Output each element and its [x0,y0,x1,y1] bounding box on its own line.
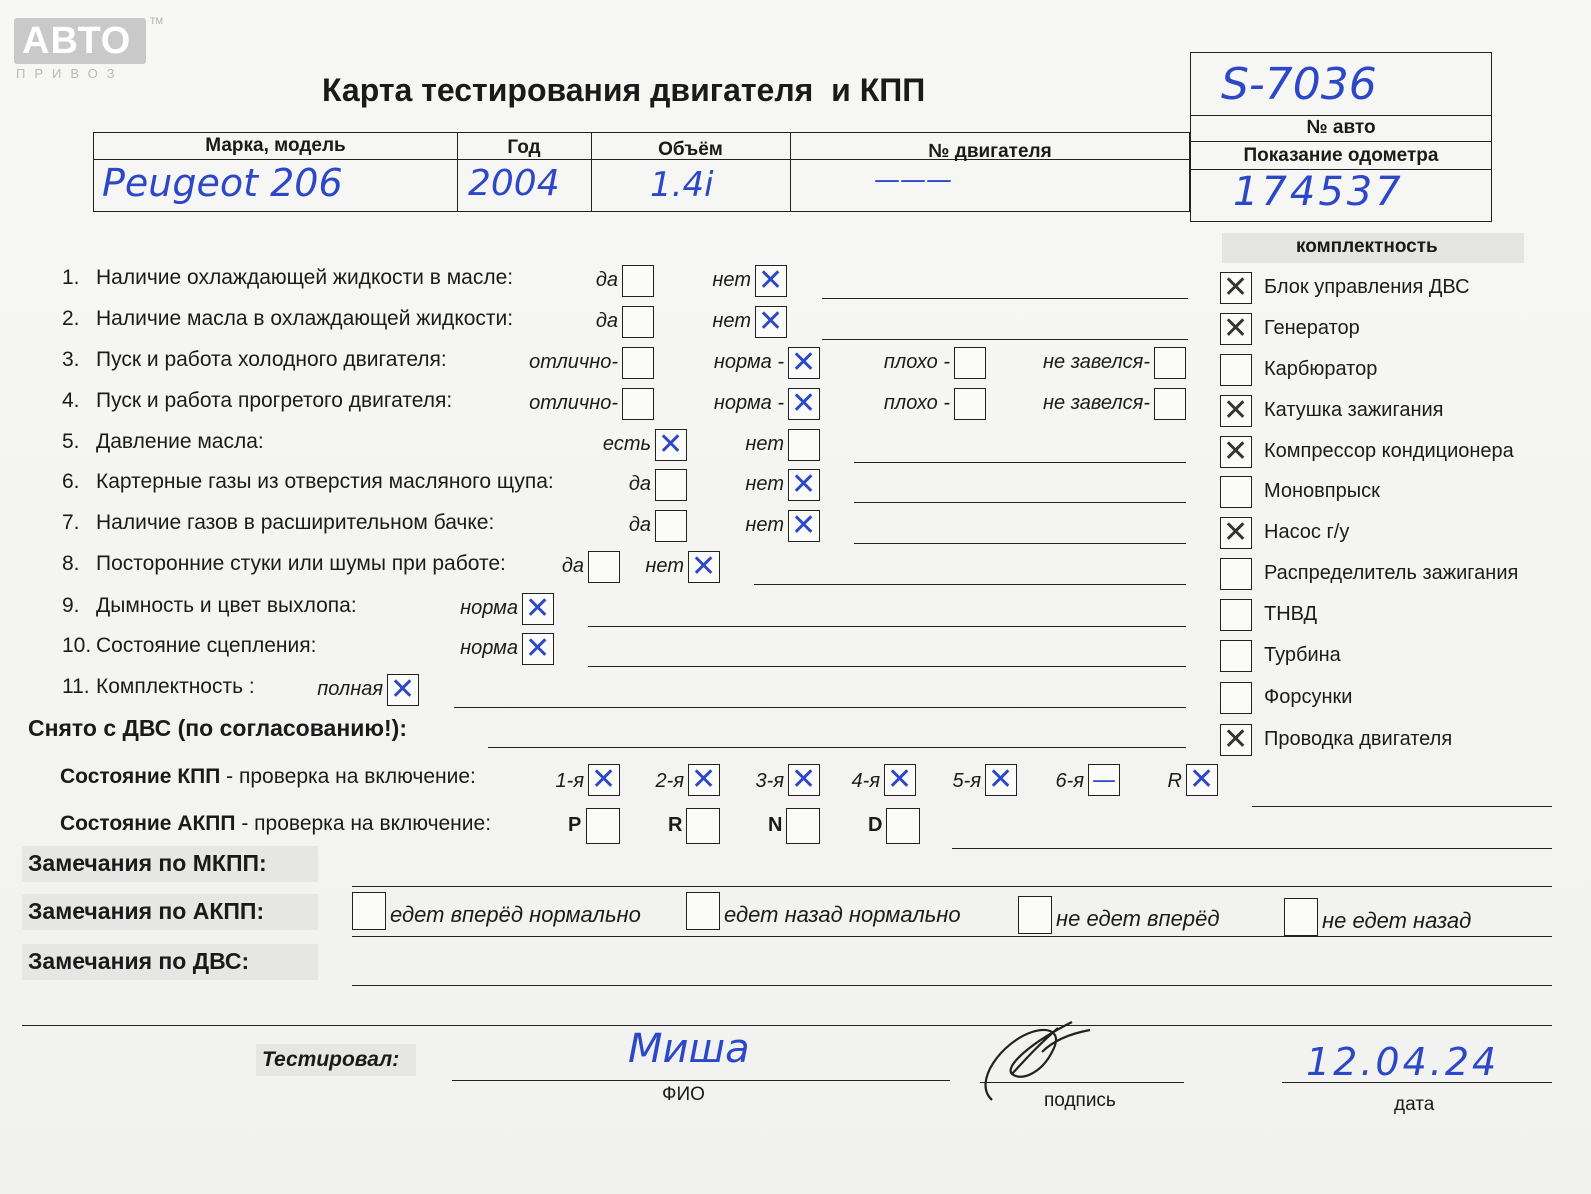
question-number: 8. [62,552,80,575]
vehicle-info-table [93,132,1190,212]
option-label: норма - [713,351,784,373]
option-checkbox[interactable] [1154,388,1186,420]
logo-tm: TM [150,16,163,26]
option-checkbox[interactable] [755,306,787,338]
completeness-checkbox[interactable] [1220,354,1252,386]
fio-line [452,1080,950,1081]
akpp-mode-checkbox[interactable] [686,808,720,844]
gear-checkbox[interactable] [688,764,720,796]
option-label: не завелся- [1043,392,1150,414]
akpp-mode-checkbox[interactable] [886,808,920,844]
completeness-item-label: Насос г/у [1264,521,1350,543]
completeness-item-label: Распределитель зажигания [1264,562,1519,584]
question-number: 4. [62,389,80,412]
odometer-label: Показание одометра [1243,145,1439,166]
gear-checkbox[interactable] [1088,764,1120,796]
signature-label: подпись [1044,1090,1116,1111]
value-volume: 1.4i [650,165,714,205]
completeness-item-label: Форсунки [1264,686,1353,708]
col-header-volume: Объём [658,139,723,160]
option-label: отлично- [529,351,618,373]
answer-line [588,626,1186,627]
question-text: Картерные газы из отверстия масляного щупа: [96,470,554,493]
question-number: 9. [62,594,80,617]
question-text: Дымность и цвет выхлопа: [96,594,357,617]
completeness-item-label: Катушка зажигания [1264,399,1444,421]
question-text: Наличие газов в расширительном бачке: [96,511,495,534]
answer-line [854,543,1186,544]
option-label: есть [602,433,651,455]
tester-name: Миша [628,1026,750,1072]
akpp-mode-checkbox[interactable] [786,808,820,844]
option-checkbox[interactable] [788,510,820,542]
completeness-item-label: Генератор [1264,317,1360,339]
auto-number-value: S-7036 [1221,59,1377,110]
option-label: да [628,514,651,536]
kpp-label-bold: Состояние КПП [60,765,221,788]
tested-label: Тестировал: [262,1048,400,1071]
akpp-remark-label: не едет вперёд [1056,906,1220,931]
question-number: 2. [62,307,80,330]
completeness-checkbox[interactable] [1220,476,1252,508]
logo-brand: АВТО [22,20,132,62]
auto-number-box [1190,52,1492,222]
answer-line [588,666,1186,667]
answer-line [822,339,1188,340]
page-title: Карта тестирования двигателя и КПП [322,72,926,108]
answer-line [822,298,1188,299]
akpp-remark-checkbox[interactable] [1284,898,1318,936]
akpp-remark-checkbox[interactable] [352,892,386,930]
option-label: да [561,555,584,577]
option-label: плохо - [883,392,950,414]
remarks-dvs-label: Замечания по ДВС: [28,948,250,974]
completeness-checkbox[interactable] [1220,395,1252,427]
completeness-item-label: Турбина [1264,644,1341,666]
akpp-remark-checkbox[interactable] [1018,896,1052,934]
completeness-checkbox[interactable] [1220,313,1252,345]
option-checkbox[interactable] [755,265,787,297]
value-make-model: Peugeot 206 [102,161,343,205]
option-checkbox[interactable] [522,593,554,625]
kpp-line [1252,806,1552,807]
remarks-dvs-line [352,985,1552,986]
question-text: Наличие масла в охлаждающей жидкости: [96,307,514,330]
removed-label: Снято с ДВС (по согласованию!): [28,715,407,741]
option-checkbox[interactable] [522,633,554,665]
fio-label: ФИО [662,1084,705,1105]
question-number: 1. [62,266,80,289]
gear-checkbox[interactable] [1186,764,1218,796]
completeness-item-label: Карбюратор [1264,358,1378,380]
option-checkbox[interactable] [622,388,654,420]
option-checkbox[interactable] [588,551,620,583]
remarks-extra-line [22,1025,1552,1026]
option-checkbox[interactable] [954,388,986,420]
removed-line [488,747,1186,748]
gear-checkbox[interactable] [884,764,916,796]
akpp-mode-checkbox[interactable] [586,808,620,844]
question-text: Посторонние стуки или шумы при работе: [96,552,506,575]
question-number: 6. [62,470,80,493]
option-checkbox[interactable] [387,674,419,706]
option-checkbox[interactable] [788,347,820,379]
akpp-mode-label: N [768,814,783,836]
gear-label: 2-я [655,770,684,792]
completeness-checkbox[interactable] [1220,599,1252,631]
remarks-mkpp-line [352,886,1552,887]
option-checkbox[interactable] [655,469,687,501]
option-checkbox[interactable] [622,265,654,297]
akpp-label-rest: - проверка на включение: [235,812,492,835]
question-text: Наличие охлаждающей жидкости в масле: [96,266,514,289]
akpp-remark-label: не едет назад [1322,908,1472,933]
gear-label: R [1167,770,1182,792]
option-label: норма [460,597,518,619]
completeness-item-label: Блок управления ДВС [1264,276,1470,298]
completeness-checkbox[interactable] [1220,436,1252,468]
kpp-label [60,765,476,789]
question-number: 3. [62,348,80,371]
option-checkbox[interactable] [622,306,654,338]
gear-checkbox[interactable] [985,764,1017,796]
akpp-label [60,812,491,836]
completeness-checkbox[interactable] [1220,272,1252,304]
date-label: дата [1394,1094,1435,1115]
answer-line [754,584,1186,585]
question-number: 10. [62,634,92,657]
avto-privoz-logo [14,18,146,64]
option-label: да [628,473,651,495]
completeness-item-label: Моновпрыск [1264,480,1380,502]
question-text: Пуск и работа прогретого двигателя: [96,389,453,412]
option-label: нет [712,269,751,291]
option-label: норма - [713,392,784,414]
completeness-item-label: Компрессор кондиционера [1264,440,1514,462]
odometer-value: 174537 [1233,169,1404,215]
col-header-engine-number: № двигателя [928,141,1052,162]
option-label: полная [317,678,383,700]
completeness-checkbox[interactable] [1220,682,1252,714]
value-year: 2004 [468,163,560,204]
question-text: Комплектность : [96,675,255,698]
option-label: да [595,269,618,291]
col-header-make-model: Марка, модель [205,135,346,156]
remarks-akpp-line [352,936,1552,937]
question-number: 5. [62,430,80,453]
gear-checkbox[interactable] [788,764,820,796]
akpp-mode-label: R [668,814,683,836]
option-label: нет [645,555,684,577]
question-text: Пуск и работа холодного двигателя: [96,348,447,371]
option-checkbox[interactable] [688,551,720,583]
remarks-mkpp-label: Замечания по МКПП: [28,850,267,876]
kpp-label-rest: - проверка на включение: [220,765,476,788]
date-value: 12.04.24 [1306,1040,1500,1084]
completeness-item-label: ТНВД [1264,603,1318,625]
gear-label: 5-я [952,770,981,792]
completeness-checkbox[interactable] [1220,724,1252,756]
completeness-checkbox[interactable] [1220,558,1252,590]
option-checkbox[interactable] [655,429,687,461]
option-checkbox[interactable] [1154,347,1186,379]
logo-sub: ПРИВОЗ [16,66,124,81]
option-checkbox[interactable] [954,347,986,379]
completeness-item-label: Проводка двигателя [1264,728,1453,750]
akpp-remark-label: едет назад нормально [724,902,961,927]
gear-label: 4-я [851,770,880,792]
option-label: нет [745,473,784,495]
option-checkbox[interactable] [788,469,820,501]
option-checkbox[interactable] [622,347,654,379]
auto-number-label: № авто [1306,117,1376,138]
akpp-mode-label: P [568,814,582,836]
question-text: Давление масла: [96,430,264,453]
option-label: да [595,310,618,332]
akpp-mode-label: D [868,814,883,836]
value-engine-number: ——— [874,165,952,195]
option-label: отлично- [529,392,618,414]
completeness-checkbox[interactable] [1220,517,1252,549]
option-label: нет [745,433,784,455]
option-label: нет [712,310,751,332]
option-label: норма [460,637,518,659]
completeness-title: комплектность [1296,236,1438,257]
gear-label: 3-я [755,770,784,792]
answer-line [854,502,1186,503]
answer-line [454,707,1186,708]
option-label: плохо - [883,351,950,373]
question-number: 11. [62,675,90,698]
akpp-label-bold: Состояние АКПП [60,812,236,835]
question-number: 7. [62,511,80,534]
akpp-remark-label: едет вперёд нормально [390,902,641,927]
remarks-akpp-label: Замечания по АКПП: [28,898,265,924]
completeness-checkbox[interactable] [1220,640,1252,672]
gear-label: 1-я [555,770,584,792]
option-checkbox[interactable] [788,429,820,461]
question-text: Состояние сцепления: [96,634,317,657]
option-checkbox[interactable] [788,388,820,420]
answer-line [854,462,1186,463]
akpp-remark-checkbox[interactable] [686,892,720,930]
akpp-line [952,848,1552,849]
gear-checkbox[interactable] [588,764,620,796]
option-label: нет [745,514,784,536]
gear-label: 6-я [1055,770,1084,792]
option-checkbox[interactable] [655,510,687,542]
option-label: не завелся- [1043,351,1150,373]
col-header-year: Год [507,137,541,158]
